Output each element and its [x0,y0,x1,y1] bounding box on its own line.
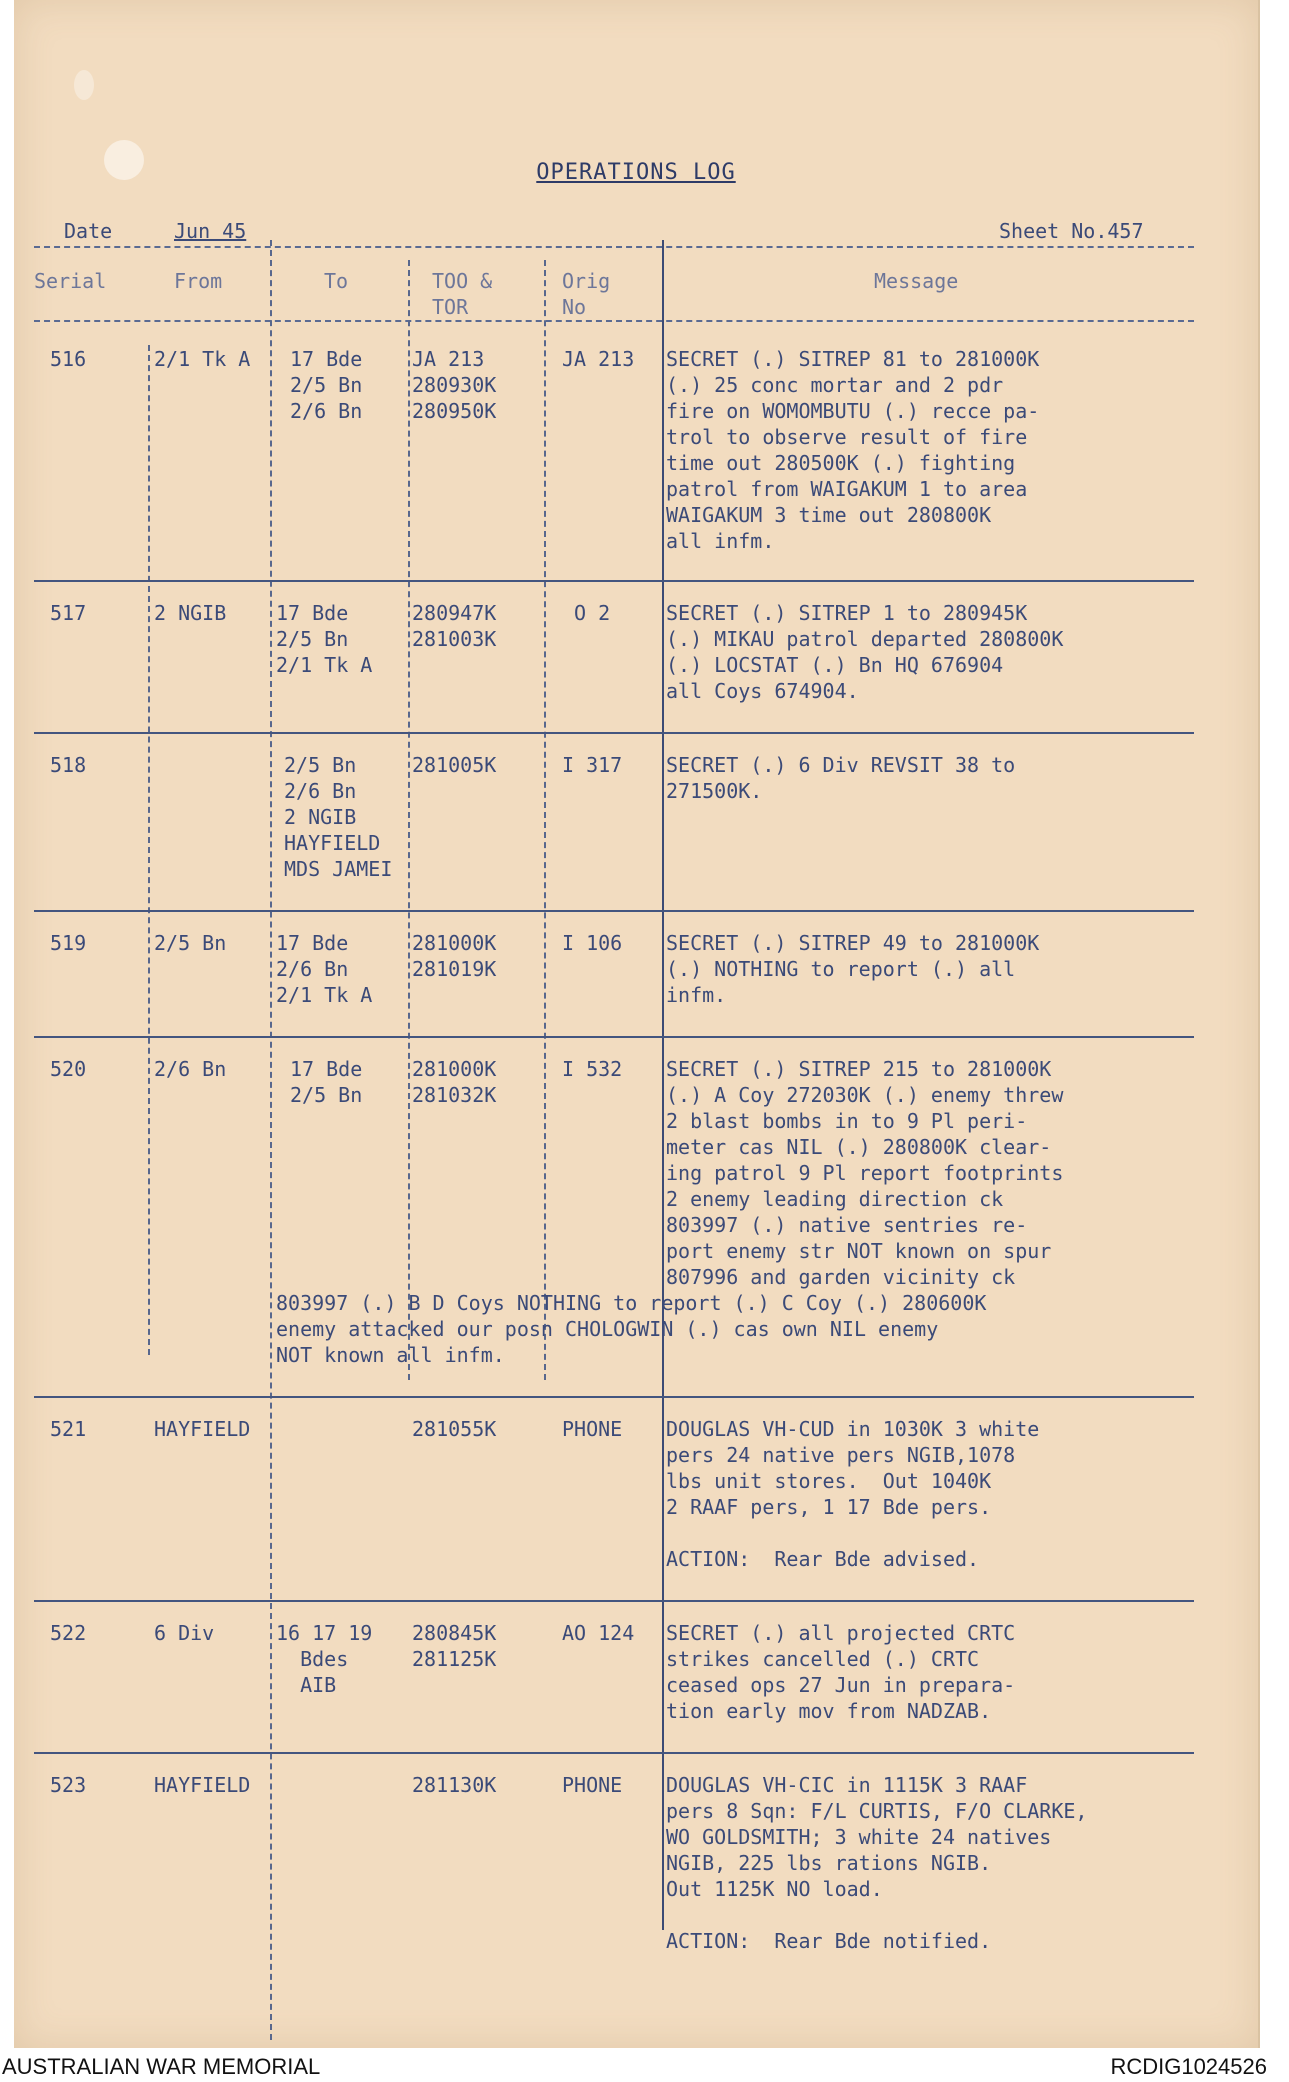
column-header-to: To [324,269,349,293]
log-serial: 522 [50,1621,87,1645]
row-separator [34,1036,1194,1038]
paper-damage-mark [74,70,94,100]
log-orig-no: O 2 [574,601,611,625]
log-too-tor: 281130K [412,1773,497,1797]
log-serial: 523 [50,1773,87,1797]
log-serial: 516 [50,347,87,371]
log-to: 17 Bde 2/5 Bn 2/1 Tk A [276,601,373,677]
log-from: HAYFIELD [154,1417,251,1441]
column-header-orig-no: Orig No [562,269,611,319]
row-separator [34,1752,1194,1754]
log-to: 17 Bde 2/5 Bn [290,1057,363,1107]
log-to: 2/5 Bn 2/6 Bn 2 NGIB HAYFIELD MDS JAMEI [284,753,393,881]
column-header-too-tor: TOO & TOR [432,269,493,319]
column-divider-from-to [270,240,272,2040]
log-message: SECRET (.) 6 Div REVSIT 38 to 271500K. [666,753,1016,803]
row-separator [34,1600,1194,1602]
log-too-tor: 281000K 281019K [412,931,497,981]
log-from: 2/1 Tk A [154,347,251,371]
log-message: SECRET (.) SITREP 215 to 281000K (.) A Coy 272030K (.) enemy threw 2 blast bombs in to 9 Pl peri- meter cas NIL (.) 280800K clear- ing patrol 9 Pl report footprints 2 enemy leading direction ck 803997 (.) native sentries re- port enemy str NOT known on spur 807996 and garden vicinity ck [666,1057,1064,1289]
column-header-serial: Serial [34,269,107,293]
column-divider-serial-from [148,345,150,1355]
column-header-message: Message [874,269,959,293]
archive-name: AUSTRALIAN WAR MEMORIAL [2,2054,321,2079]
log-too-tor: 281000K 281032K [412,1057,497,1107]
header-bottom-rule [34,320,1194,322]
row-separator [34,1396,1194,1398]
log-serial: 518 [50,753,87,777]
date-label: Date [64,219,113,243]
archive-id: RCDIG1024526 [1110,2054,1267,2079]
column-divider-too-orig [544,260,546,1380]
log-message: SECRET (.) all projected CRTC strikes cancelled (.) CRTC ceased ops 27 Jun in prepara- tion early mov from NADZAB. [666,1621,1016,1723]
log-from: HAYFIELD [154,1773,251,1797]
log-to: 17 Bde 2/6 Bn 2/1 Tk A [276,931,373,1007]
column-divider-to-too [408,260,410,1380]
log-too-tor: 281055K [412,1417,497,1441]
document-page [14,0,1260,2048]
log-serial: 521 [50,1417,87,1441]
log-message: DOUGLAS VH-CUD in 1030K 3 white pers 24 native pers NGIB,1078 lbs unit stores. Out 1040K 2 RAAF pers, 1 17 Bde pers. ACTION: Rear Bde advised. [666,1417,1040,1571]
log-message: SECRET (.) SITREP 81 to 281000K (.) 25 conc mortar and 2 pdr fire on WOMOMBUTU (.) recce pa- trol to observe result of fire time out 280500K (.) fighting patrol from WAIGAKUM 1 to area WAIGAKUM 3 time out 280800K all infm. [666,347,1040,553]
log-too-tor: 281005K [412,753,497,777]
log-serial: 517 [50,601,87,625]
page-title: OPERATIONS LOG [536,160,736,185]
log-from: 2/5 Bn [154,931,227,955]
log-orig-no: AO 124 [562,1621,635,1645]
log-orig-no: PHONE [562,1417,623,1441]
log-orig-no: JA 213 [562,347,635,371]
row-separator [34,580,1194,582]
log-message: SECRET (.) SITREP 49 to 281000K (.) NOTHING to report (.) all infm. [666,931,1040,1007]
column-header-from: From [174,269,223,293]
log-from: 2/6 Bn [154,1057,227,1081]
log-orig-no: I 317 [562,753,623,777]
log-too-tor: 280845K 281125K [412,1621,497,1671]
row-separator [34,732,1194,734]
date-value: Jun 45 [174,219,247,243]
header-top-rule [34,246,1194,248]
log-to: 16 17 19 Bdes AIB [276,1621,373,1697]
archive-footer [0,2048,1289,2082]
log-message-continuation: 803997 (.) B D Coys NOTHING to report (.) C Coy (.) 280600K enemy attacked our posn CHOLOGWIN (.) cas own NIL enemy NOT known all infm. [276,1291,987,1367]
log-from: 6 Div [154,1621,215,1645]
log-too-tor: JA 213 280930K 280950K [412,347,497,423]
log-message: SECRET (.) SITREP 1 to 280945K (.) MIKAU patrol departed 280800K (.) LOCSTAT (.) Bn HQ 676904 all Coys 674904. [666,601,1064,703]
log-orig-no: I 106 [562,931,623,955]
log-message: DOUGLAS VH-CIC in 1115K 3 RAAF pers 8 Sqn: F/L CURTIS, F/O CLARKE, WO GOLDSMITH; 3 white 24 natives NGIB, 225 lbs rations NGIB. Out 1125K NO load. ACTION: Rear Bde notified. [666,1773,1088,1953]
log-serial: 519 [50,931,87,955]
log-to: 17 Bde 2/5 Bn 2/6 Bn [290,347,363,423]
log-serial: 520 [50,1057,87,1081]
log-orig-no: PHONE [562,1773,623,1797]
column-divider-orig-message [662,240,664,1930]
log-orig-no: I 532 [562,1057,623,1081]
log-too-tor: 280947K 281003K [412,601,497,651]
row-separator [34,910,1194,912]
log-from: 2 NGIB [154,601,227,625]
sheet-number: Sheet No.457 [999,219,1144,243]
